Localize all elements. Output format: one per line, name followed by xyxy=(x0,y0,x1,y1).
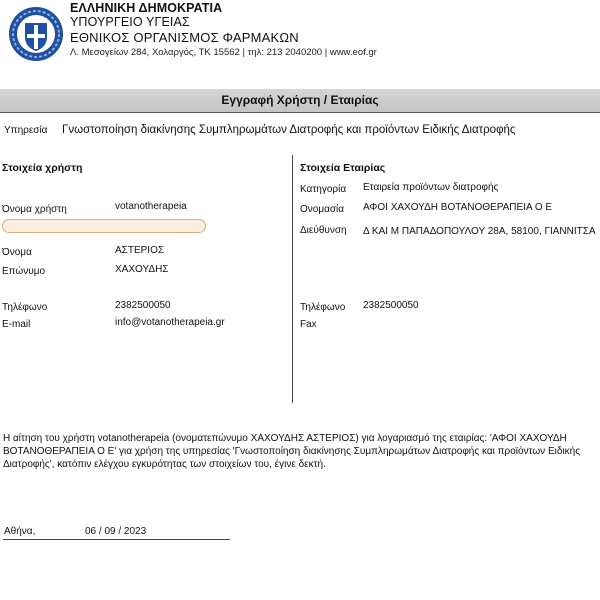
company-section-title: Στοιχεία Εταιρίας xyxy=(300,162,386,174)
email-label: E-mail xyxy=(2,319,31,330)
company-address-label: Διεύθυνση xyxy=(300,225,347,236)
signature-place: Αθήνα, xyxy=(4,526,36,537)
first-name-label: Όνομα xyxy=(2,247,32,258)
company-name-label: Ονομασία xyxy=(300,204,345,215)
category-label: Κατηγορία xyxy=(300,184,347,195)
user-phone-value: 2382500050 xyxy=(115,300,171,311)
email-value: info@votanotherapeia.gr xyxy=(115,317,225,328)
company-phone-label: Τηλέφωνο xyxy=(300,302,346,313)
signature-line xyxy=(3,539,230,540)
header-ministry: ΥΠΟΥΡΓΕΙΟ ΥΓΕΙΑΣ xyxy=(70,15,190,29)
username-label: Όνομα χρήστη xyxy=(2,204,67,215)
user-phone-label: Τηλέφωνο xyxy=(2,302,48,313)
approval-paragraph: Η αίτηση του χρήστη votanotherapeia (ονοματεπώνυμο ΧΑΧΟΥΔΗΣ ΑΣΤΕΡΙΟΣ) για λογαριασμό της εταιρίας: 'ΑΦΟΙ ΧΑΧΟΥΔΗ ΒΟΤΑΝΟΘΕΡΑΠΕΙΑ Ο Ε' για χρήση της υπηρεσίας 'Γνωστοποίηση διακίνησης Συμπληρωμάτων Διατροφής και προϊόντων Ειδικής Διατροφής', κατόπιν ελέγχου εγκυρότητας των στοιχείων του, έγινε δεκτή. xyxy=(3,433,581,470)
user-section-title: Στοιχεία χρήστη xyxy=(2,162,83,174)
page-title: Εγγραφή Χρήστη / Εταιρίας xyxy=(221,93,379,107)
company-name-value: ΑΦΟΙ ΧΑΧΟΥΔΗ ΒΟΤΑΝΟΘΕΡΑΠΕΙΑ Ο Ε xyxy=(363,202,553,213)
title-banner xyxy=(0,89,600,113)
category-value: Εταιρεία προϊόντων διατροφής xyxy=(363,182,499,193)
first-name-value: ΑΣΤΕΡΙΟΣ xyxy=(115,245,165,256)
signature-date: 06 / 09 / 2023 xyxy=(85,526,147,537)
header-country: ΕΛΛΗΝΙΚΗ ΔΗΜΟΚΡΑΤΙΑ xyxy=(70,1,223,15)
service-label: Υπηρεσία xyxy=(4,125,48,136)
header-organization: ΕΘΝΙΚΟΣ ΟΡΓΑΝΙΣΜΟΣ ΦΑΡΜΑΚΩΝ xyxy=(70,30,299,45)
last-name-value: ΧΑΧΟΥΔΗΣ xyxy=(115,264,169,275)
greek-coat-of-arms-icon xyxy=(8,6,64,62)
company-address-value: Δ ΚΑΙ Μ ΠΑΠΑΔΟΠΟΥΛΟΥ 28Α, 58100, ΓΙΑΝΝΙΤΣΑ xyxy=(363,226,596,237)
company-phone-value: 2382500050 xyxy=(363,300,419,311)
fax-label: Fax xyxy=(300,319,317,330)
header-address: Λ. Μεσογείων 284, Χολαργός, ΤΚ 15562 | τηλ: 213 2040200 | www.eof.gr xyxy=(70,47,377,58)
highlight-field xyxy=(2,219,206,233)
last-name-label: Επώνυμο xyxy=(2,266,46,277)
username-value: votanotherapeia xyxy=(115,201,187,212)
service-value: Γνωστοποίηση διακίνησης Συμπληρωμάτων Διατροφής και προϊόντων Ειδικής Διατροφής xyxy=(62,124,516,136)
section-divider xyxy=(292,155,293,403)
